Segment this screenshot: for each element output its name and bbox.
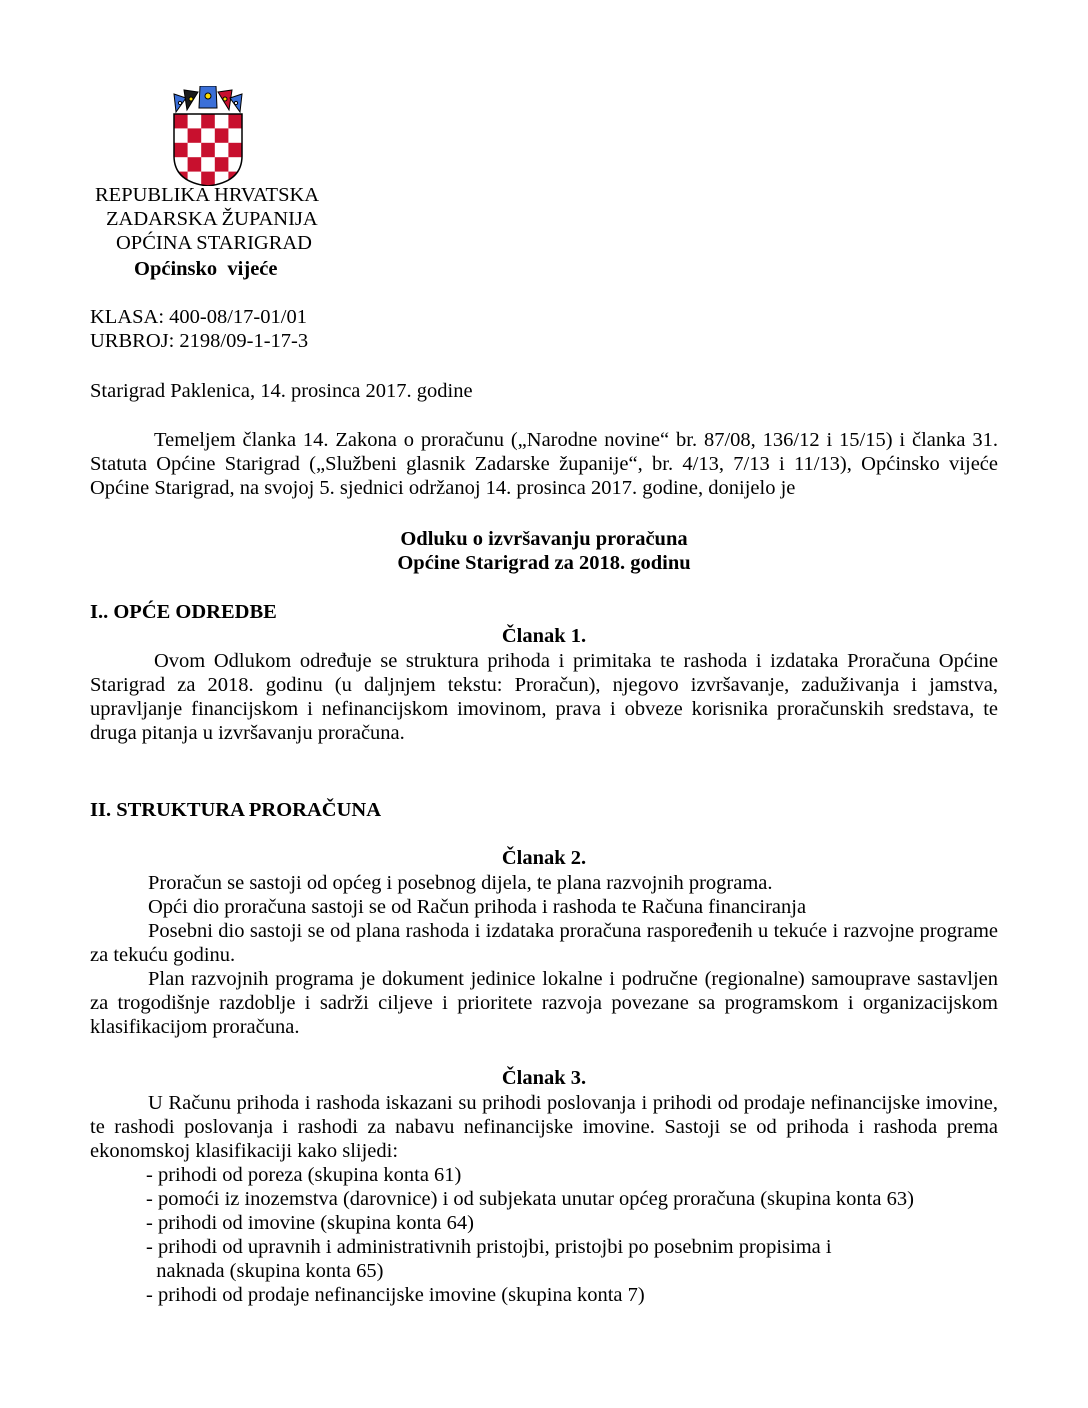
coat-of-arms-icon — [172, 86, 244, 186]
article2-p1: Proračun se sastoji od općeg i posebnog dijela, te plana razvojnih programa. — [148, 872, 773, 894]
article2-p4: Plan razvojnih programa je dokument jedinice lokalne i područne (regionalne) samouprave sastavljen za trogodišnje razdoblje i sadrži ciljeve i prioritete razvoja povezane sa programskom i organizacijskom klasifikacijom proračuna. — [90, 968, 998, 1038]
article2-p3: Posebni dio sastoji se od plana rashoda i izdataka proračuna raspoređenih u tekuće i razvojne programe za tekuću godinu. — [90, 920, 998, 966]
decision-title-line2: Općine Starigrad za 2018. godinu — [397, 552, 691, 574]
article3-intro: U Računu prihoda i rashoda iskazani su prihodi poslovanja i prihodi od prodaje nefinancijske imovine, te rashodi poslovanja i rashodi za nabavu nefinancijske imovine. Sastoji se od prihoda i rashoda prema ekonomskoj klasifikaciji kako slijedi: — [90, 1092, 998, 1162]
list-item: naknada (skupina konta 65) — [146, 1260, 384, 1282]
header-county: ZADARSKA ŽUPANIJA — [106, 208, 318, 230]
header-council: Općinsko vijeće — [134, 258, 278, 280]
article1-text: Ovom Odlukom određuje se struktura prihoda i primitaka te rashoda i izdataka Proračuna Općine Starigrad za 2018. godinu (u daljnjem tekstu: Proračun), njegovo izvršavanje, zaduživanja i jamstva, upravljanje financijskom i nefinancijskom imovinom, prava i obveze korisnika proračunskih sredstava, te druga pitanja u izvršavanju proračuna. — [90, 650, 998, 744]
list-item: - prihodi od upravnih i administrativnih pristojbi, pristojbi po posebnim propisima i — [146, 1236, 832, 1258]
section1-heading: I.. OPĆE ODREDBE — [90, 601, 277, 623]
klasa: KLASA: 400-08/17-01/01 — [90, 306, 307, 328]
article1-title: Članak 1. — [501, 625, 587, 647]
header-municipality: OPĆINA STARIGRAD — [116, 232, 312, 254]
header-country: REPUBLIKA HRVATSKA — [95, 184, 320, 206]
place-date: Starigrad Paklenica, 14. prosinca 2017. godine — [90, 380, 473, 402]
urbroj: URBROJ: 2198/09-1-17-3 — [90, 330, 309, 352]
list-item: - pomoći iz inozemstva (darovnice) i od subjekata unutar općeg proračuna (skupina konta 63) — [146, 1188, 914, 1210]
decision-title-line1: Odluku o izvršavanju proračuna — [400, 528, 688, 550]
article2-title: Članak 2. — [501, 847, 587, 869]
list-item: - prihodi od imovine (skupina konta 64) — [146, 1212, 474, 1234]
article3-title: Članak 3. — [501, 1067, 587, 1089]
section2-heading: II. STRUKTURA PRORAČUNA — [90, 799, 382, 821]
article2-p2: Opći dio proračuna sastoji se od Račun prihoda i rashoda te Računa financiranja — [148, 896, 807, 918]
preamble: Temeljem članka 14. Zakona o proračunu („Narodne novine“ br. 87/08, 136/12 i 15/15) i članka 31. Statuta Općine Starigrad („Službeni glasnik Zadarske županije“, br. 4/13, 7/13 i 11/13), Općinsko vijeće Općine Starigrad, na svojoj 5. sjednici održanoj 14. prosinca 2017. godine, donijelo je — [90, 429, 998, 499]
list-item: - prihodi od prodaje nefinancijske imovine (skupina konta 7) — [146, 1284, 645, 1306]
list-item: - prihodi od poreza (skupina konta 61) — [146, 1164, 462, 1186]
